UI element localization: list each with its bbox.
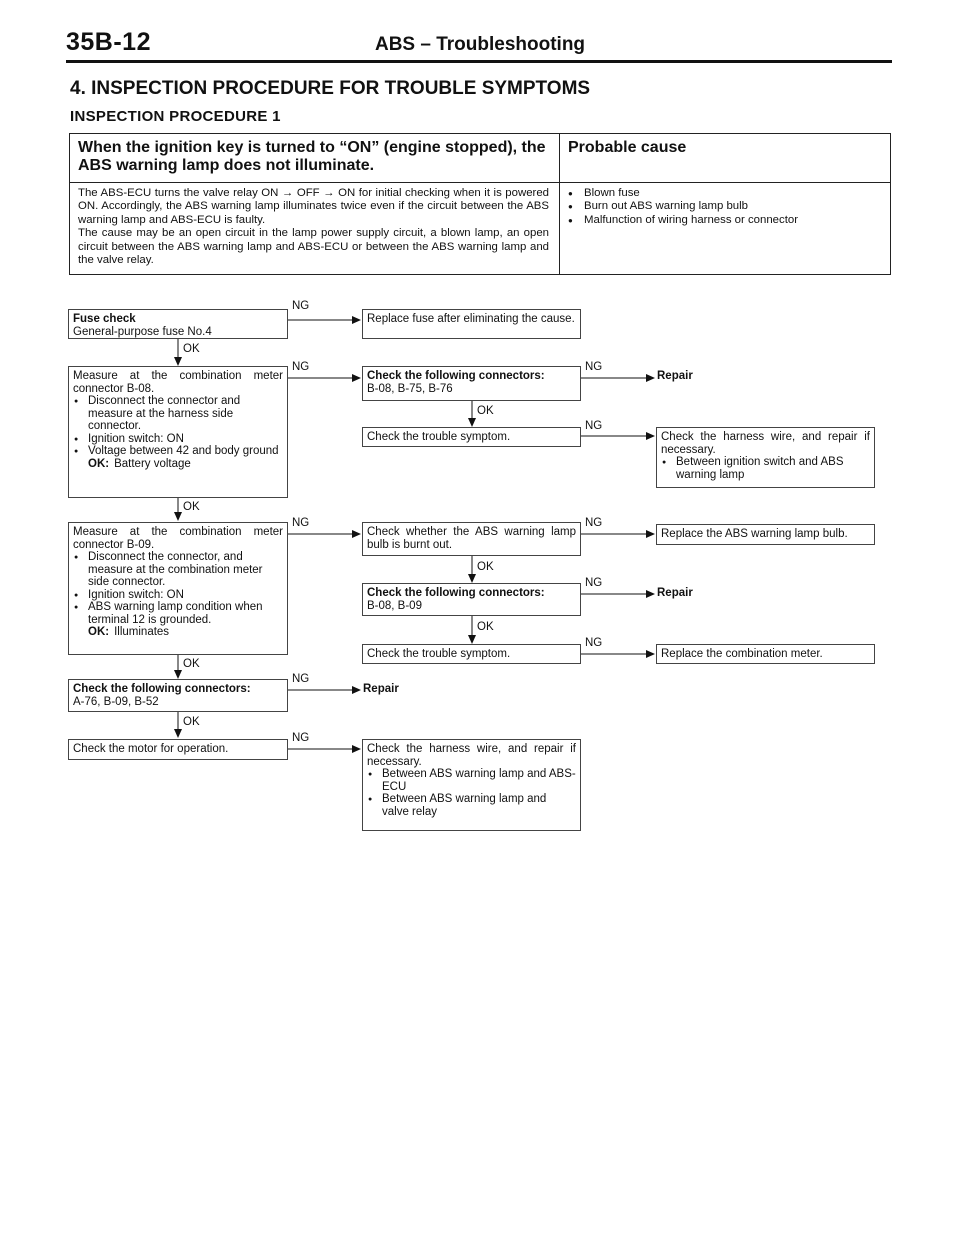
- step-item: ● Disconnect the connector, and measure at the combination meter side connector.: [73, 551, 283, 589]
- procedure-title: INSPECTION PROCEDURE 1: [70, 108, 281, 125]
- symptom-heading: When the ignition key is turned to “ON” (engine stopped), the ABS warning lamp does not illuminate.: [70, 134, 560, 183]
- ok-label: OK: [183, 658, 200, 670]
- step-item: ● Between ignition switch and ABS warning lamp: [661, 456, 870, 481]
- box-text: Check the trouble symptom.: [367, 431, 511, 443]
- box-title: Fuse check: [73, 313, 136, 325]
- measure-b08-box: [68, 366, 288, 498]
- repair-text: Repair: [657, 587, 693, 599]
- trouble-symptom-box: [362, 427, 581, 447]
- box-title: Check the following connectors:: [367, 370, 545, 382]
- box-text: B-08, B-75, B-76: [367, 382, 453, 395]
- box-text: Replace the ABS warning lamp bulb.: [661, 528, 848, 540]
- step-item: ● Ignition switch: ON: [73, 433, 283, 446]
- box-text: Check the harness wire, and repair if necessary.: [367, 743, 576, 768]
- ok-criterion: OK: Battery voltage: [88, 457, 191, 470]
- connector-check-b08-b75-box: [362, 366, 581, 401]
- cause-item: ● Blown fuse: [568, 187, 880, 200]
- ng-label: NG: [585, 637, 603, 649]
- connector-check-b08-b09-box: [362, 583, 581, 616]
- measure-b09-box: [68, 522, 288, 655]
- section-title: 4. INSPECTION PROCEDURE FOR TROUBLE SYMPTOMS: [70, 78, 591, 99]
- ng-label: NG: [585, 517, 603, 529]
- replace-bulb-box: [656, 524, 875, 545]
- ok-label: OK: [477, 561, 494, 573]
- step-item: ● Disconnect the connector and measure at the harness side connector.: [73, 395, 283, 433]
- step-item: ● Voltage between 42 and body ground: [73, 445, 283, 458]
- box-text: Check whether the ABS warning lamp bulb is burnt out.: [367, 526, 576, 551]
- description-paragraph-1: The ABS-ECU turns the valve relay ON → OFF → ON for initial checking when it is powered ON. Accordingly, the ABS warning lamp illuminates twice even if the circuit between the ABS warning lamp and ABS-ECU is faulty.: [78, 187, 549, 226]
- ng-label: NG: [292, 732, 310, 744]
- ok-label: OK: [477, 405, 494, 417]
- description-paragraph-2: The cause may be an open circuit in the lamp power supply circuit, a blown lamp, an open circuit between the ABS warning lamp and ABS-ECU or between the ABS warning lamp and the valve relay.: [78, 227, 549, 267]
- ok-label: OK: [477, 621, 494, 633]
- page-number: 35B-12: [66, 28, 151, 56]
- ng-label: NG: [585, 420, 603, 432]
- running-title: ABS – Troubleshooting: [374, 34, 586, 55]
- cause-item: ● Burn out ABS warning lamp bulb: [568, 200, 880, 213]
- box-text: Check the harness wire, and repair if necessary.: [661, 431, 870, 456]
- box-text: Replace fuse after eliminating the cause.: [367, 313, 575, 325]
- replace-fuse-box: [362, 309, 581, 339]
- repair-text: Repair: [363, 683, 399, 695]
- ng-label: NG: [585, 361, 603, 373]
- ok-label: OK: [183, 343, 200, 355]
- replace-meter-box: [656, 644, 875, 664]
- box-text: B-08, B-09: [367, 599, 422, 612]
- cause-heading: Probable cause: [560, 134, 891, 183]
- box-text: Check the motor for operation.: [73, 743, 229, 755]
- box-title: Check the following connectors:: [367, 587, 545, 599]
- box-text: Measure at the combination meter connector B-08.: [73, 370, 283, 395]
- step-item: ● Ignition switch: ON: [73, 589, 283, 602]
- step-item: ● Between ABS warning lamp and valve relay: [367, 793, 576, 818]
- box-title: Check the following connectors:: [73, 683, 251, 695]
- ng-label: NG: [292, 300, 310, 312]
- ng-label: NG: [292, 361, 310, 373]
- box-text: General-purpose fuse No.4: [73, 325, 212, 338]
- trouble-symptom-box: [362, 644, 581, 664]
- harness-check-ignition-box: [656, 427, 875, 488]
- ok-criterion: OK: Illuminates: [88, 626, 170, 638]
- box-text: Check the trouble symptom.: [367, 648, 511, 660]
- ng-label: NG: [585, 577, 603, 589]
- fuse-check-box: [68, 309, 288, 339]
- ng-label: NG: [292, 673, 310, 685]
- box-text: A-76, B-09, B-52: [73, 695, 159, 708]
- ok-label: OK: [183, 501, 200, 513]
- motor-check-box: [68, 739, 288, 760]
- repair-text: Repair: [657, 370, 693, 382]
- box-text: Measure at the combination meter connector B-09.: [73, 526, 283, 551]
- bulb-check-box: [362, 522, 581, 556]
- step-item: ● Between ABS warning lamp and ABS-ECU: [367, 768, 576, 793]
- ng-label: NG: [292, 517, 310, 529]
- harness-check-ecu-box: [362, 739, 581, 831]
- cause-item: ● Malfunction of wiring harness or connector: [568, 214, 880, 227]
- box-text: Replace the combination meter.: [661, 648, 823, 660]
- connector-check-a76-box: [68, 679, 288, 712]
- ok-label: OK: [183, 716, 200, 728]
- step-item: ● ABS warning lamp condition when terminal 12 is grounded.: [73, 601, 283, 626]
